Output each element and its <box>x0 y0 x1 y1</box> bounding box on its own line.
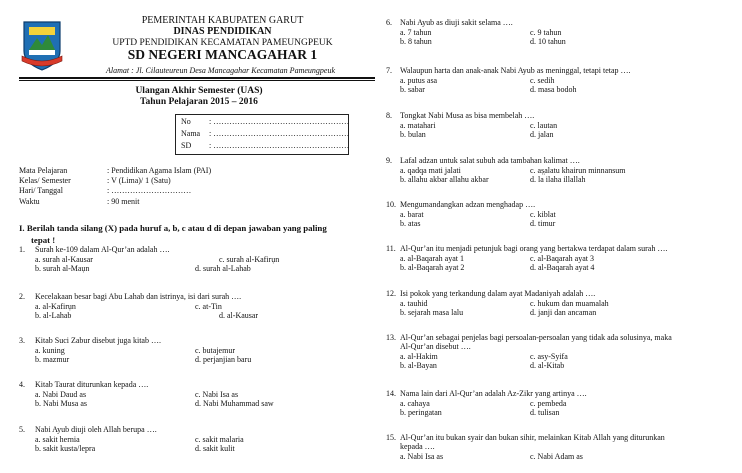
option-a[interactable]: a. al-Kafirụn <box>35 302 76 311</box>
id-value: : …………………………………………… <box>209 141 350 150</box>
option-a[interactable]: a. kuning <box>35 346 65 355</box>
option-b[interactable]: b. al-Bayan <box>400 361 437 370</box>
instruction-line-2: tepat ! <box>31 235 56 245</box>
option-a[interactable]: a. putus asa <box>400 76 438 85</box>
option-b[interactable]: b. Nabi Musa as <box>35 399 87 408</box>
exam-meta <box>19 166 211 207</box>
option-c[interactable]: c. sedih <box>530 76 555 85</box>
question-11 <box>386 244 738 274</box>
option-a[interactable]: a. barat <box>400 210 424 219</box>
option-a[interactable]: a. cahaya <box>400 399 430 408</box>
option-c[interactable]: c. lautan <box>530 121 558 130</box>
question-text-cont: kepada …. <box>400 442 435 452</box>
question-13 <box>386 333 738 373</box>
question-number: 2. <box>19 292 25 301</box>
option-d[interactable]: d. Nabi Muhammad saw <box>195 399 274 408</box>
option-a[interactable]: a. 7 tahun <box>400 28 432 37</box>
meta-value: : V (Lima)/ 1 (Satu) <box>107 176 171 186</box>
meta-label: Waktu <box>19 196 40 206</box>
id-row-nama <box>181 129 349 138</box>
question-text-cont: Al-Qur’an disebut …. <box>400 342 471 352</box>
question-text: Nama lain dari Al-Qur’an adalah Az-Zikr yang artinya …. <box>400 389 587 398</box>
garut-regency-logo-icon <box>21 18 63 72</box>
meta-value: : ………………………… <box>107 186 192 196</box>
letterhead <box>70 16 375 62</box>
option-c[interactable]: c. Nabi Isa as <box>195 390 239 399</box>
id-row-sd <box>181 141 349 150</box>
option-d[interactable]: d. sakit kulit <box>195 444 235 453</box>
meta-value: : Pendidikan Agama Islam (PAI) <box>107 166 212 175</box>
option-a[interactable]: a. matahari <box>400 121 436 130</box>
option-b[interactable]: b. al-Baqarah ayat 2 <box>400 263 465 272</box>
question-3 <box>19 336 374 366</box>
question-text: Mengumandangkan adzan menghadap …. <box>400 200 536 209</box>
option-c[interactable]: c. asy-Syifa <box>530 352 568 361</box>
option-b[interactable]: b. 8 tahun <box>400 37 432 46</box>
option-b[interactable]: b. sakit kusta/lepra <box>35 444 96 453</box>
question-text: Al-Qur’an itu bukan syair dan bukan sihir, melainkan Kitab Allah yang diturunkan <box>400 433 665 442</box>
id-row-no <box>181 117 349 126</box>
option-d[interactable]: d. tulisan <box>530 408 560 417</box>
meta-row <box>19 197 211 207</box>
option-d[interactable]: d. al-Baqarah ayat 4 <box>530 263 595 272</box>
option-b[interactable]: b. bulan <box>400 130 426 139</box>
option-a[interactable]: a. tauhid <box>400 299 428 308</box>
option-c[interactable]: c. butajemur <box>195 346 235 355</box>
question-number: 4. <box>19 380 25 389</box>
option-b[interactable]: b. surah al-Maụn <box>35 264 90 273</box>
uptd-name: UPTD PENDIDIKAN KECAMATAN PAMEUNGPEUK <box>112 37 333 48</box>
question-text: Kitab Taurat diturunkan kepada …. <box>35 380 149 389</box>
question-number: 13. <box>386 333 396 342</box>
option-b[interactable]: b. atas <box>400 219 421 228</box>
question-12 <box>386 289 738 319</box>
option-c[interactable]: c. at-Tin <box>195 302 222 311</box>
question-text: Walaupun harta dan anak-anak Nabi Ayub as meninggal, tetapi tetap …. <box>400 66 631 75</box>
option-b[interactable]: b. allahu akbar allahu akbar <box>400 175 489 184</box>
question-1 <box>19 245 374 275</box>
question-text: Lafal adzan untuk salat subuh ada tambahan kalimat …. <box>400 156 580 165</box>
school-name: SD NEGERI MANCAGAHAR 1 <box>127 46 318 62</box>
meta-row <box>19 176 211 186</box>
option-d[interactable]: d. al-Kausar <box>219 311 259 320</box>
option-d[interactable]: d. janji dan ancaman <box>530 308 597 317</box>
meta-label: Mata Pelajaran <box>19 166 68 175</box>
meta-row <box>19 186 211 196</box>
question-number: 9. <box>386 156 392 165</box>
school-address: Alamat : Jl. Cilauteureun Desa Mancagahar Kecamatan Pameungpeuk <box>106 66 335 75</box>
question-number: 12. <box>386 289 396 298</box>
question-4 <box>19 380 374 410</box>
question-text: Tongkat Nabi Musa as bisa membelah …. <box>400 111 535 120</box>
instructions <box>19 222 371 246</box>
question-text: Nabi Ayub as diuji sakit selama …. <box>400 18 513 27</box>
question-number: 7. <box>386 66 392 75</box>
question-number: 15. <box>386 433 396 442</box>
option-c[interactable]: c. surah al-Kafirụn <box>219 255 280 264</box>
option-d[interactable]: d. al-Kitab <box>530 361 565 370</box>
option-a[interactable]: a. Nabi Isa as <box>400 452 444 461</box>
header-rule-thin <box>19 80 375 81</box>
option-d[interactable]: d. perjanjian baru <box>195 355 252 364</box>
exam-title: Ulangan Akhir Semester (UAS) <box>135 86 263 96</box>
option-a[interactable]: a. surah al-Kausar <box>35 255 93 264</box>
exam-title-block <box>104 86 294 108</box>
student-id-box <box>175 114 349 155</box>
meta-row <box>19 166 211 176</box>
header-rule-thick <box>19 77 375 79</box>
option-c[interactable]: c. al-Baqarah ayat 3 <box>530 254 594 263</box>
department-name: DINAS PENDIDIKAN <box>173 25 272 37</box>
question-text: Al-Qur’an sebagai penjelas bagi persoalan-persoalan yang tidak ada solusinya, maka <box>400 333 672 342</box>
option-b[interactable]: b. sejarah masa lalu <box>400 308 464 317</box>
instruction-line-1: I. Berilah tanda silang (X) pada huruf a, b, c atau d di depan jawaban yang paling <box>19 223 327 233</box>
option-c[interactable]: c. pembeda <box>530 399 567 408</box>
option-c[interactable]: c. aṣ̣alatu khairun minnansum <box>530 166 626 175</box>
question-text: Isi pokok yang terkandung dalam ayat Madaniyah adalah …. <box>400 289 596 298</box>
government-name: PEMERINTAH KABUPATEN GARUT <box>141 15 304 26</box>
question-10 <box>386 200 738 230</box>
option-b[interactable]: b. mazmur <box>35 355 70 364</box>
question-7 <box>386 66 738 96</box>
option-c[interactable]: c. Nabi Adam as <box>530 452 583 461</box>
question-2 <box>19 292 374 322</box>
exam-year: Tahun Pelajaran 2015 – 2016 <box>140 96 258 107</box>
option-d[interactable]: d. 10 tahun <box>530 37 566 46</box>
option-b[interactable]: b. sabar <box>400 85 425 94</box>
option-b[interactable]: b. al-Lahab <box>35 311 72 320</box>
question-14 <box>386 389 738 419</box>
option-c[interactable]: c. hukum dan muamalah <box>530 299 609 308</box>
option-c[interactable]: c. 9 tahun <box>530 28 562 37</box>
id-value: : …………………………………………… <box>209 117 350 126</box>
question-8 <box>386 111 738 141</box>
meta-value: : 90 menit <box>107 196 140 206</box>
question-number: 8. <box>386 111 392 120</box>
option-a[interactable]: a. qadqa mati ̣jalati <box>400 166 461 175</box>
option-d[interactable]: d. timur <box>530 219 556 228</box>
option-a[interactable]: a. sakit hernia <box>35 435 80 444</box>
id-label: SD <box>181 141 192 150</box>
meta-label: Kelas/ Semester <box>19 176 71 186</box>
option-a[interactable]: a. Nabi Daud as <box>35 390 87 399</box>
option-d[interactable]: d. masa bodoh <box>530 85 577 94</box>
question-text: Surah ke-109 dalam Al-Qur’an adalah …. <box>35 245 170 254</box>
question-9 <box>386 156 738 186</box>
question-number: 11. <box>386 244 396 253</box>
id-label: No <box>181 117 191 126</box>
option-d[interactable]: d. la ilaha illallah <box>530 175 586 184</box>
question-number: 14. <box>386 389 396 398</box>
question-number: 5. <box>19 425 25 434</box>
option-d[interactable]: d. surah al-Lahab <box>195 264 251 273</box>
question-5 <box>19 425 374 455</box>
option-a[interactable]: a. al-Hakim <box>400 352 438 361</box>
option-d[interactable]: d. jalan <box>530 130 554 139</box>
question-text: Kecelakaan besar bagi Abu Lahab dan istrinya, isi dari surah …. <box>35 292 242 301</box>
option-c[interactable]: c. kiblat <box>530 210 556 219</box>
meta-label: Hari/ Tanggal <box>19 186 63 196</box>
question-number: 6. <box>386 18 392 27</box>
question-number: 10. <box>386 200 396 209</box>
option-c[interactable]: c. sakit malaria <box>195 435 244 444</box>
question-text: Nabi Ayub diuji oleh Allah berupa …. <box>35 425 157 434</box>
option-a[interactable]: a. al-Baqarah ayat 1 <box>400 254 464 263</box>
option-b[interactable]: b. peringatan <box>400 408 442 417</box>
question-number: 1. <box>19 245 25 254</box>
question-6 <box>386 18 738 48</box>
question-text: Al-Qur’an itu menjadi petunjuk bagi orang yang bertakwa terdapat dalam surah …. <box>400 244 668 253</box>
question-15 <box>386 433 738 471</box>
id-label: Nama <box>181 129 201 138</box>
question-number: 3. <box>19 336 25 345</box>
question-text: Kitab Suci Zabur disebut juga kitab …. <box>35 336 161 345</box>
id-value: : …………………………………………… <box>209 129 350 138</box>
